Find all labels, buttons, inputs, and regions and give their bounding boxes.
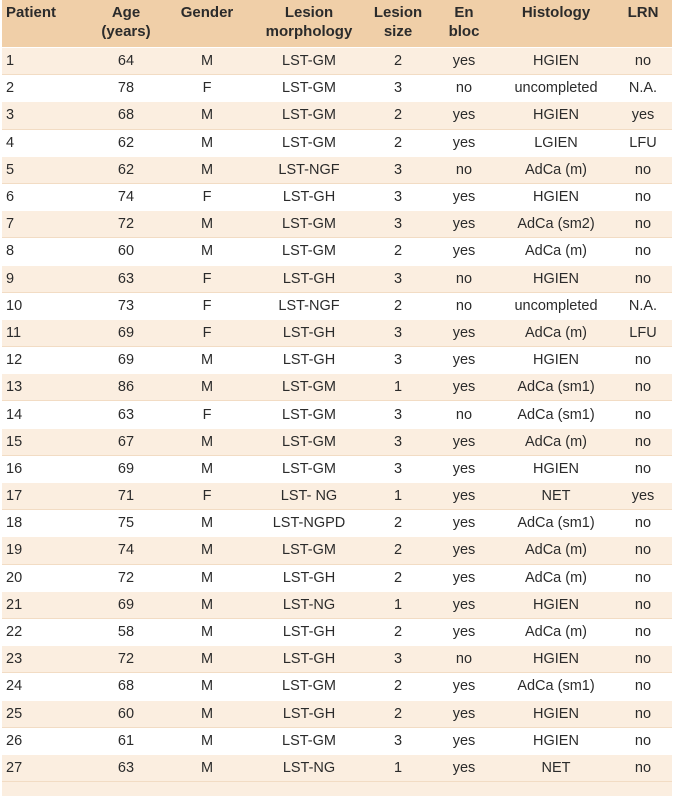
cell-lesion-morphology: LST-GM — [252, 374, 366, 401]
cell-en-bloc: yes — [430, 564, 498, 591]
cell-lesion-size: 2 — [366, 618, 430, 645]
table-row — [2, 401, 672, 428]
table-row — [2, 646, 672, 673]
table-row — [2, 727, 672, 754]
cell-patient: 8 — [2, 238, 90, 265]
cell-gender: M — [162, 129, 252, 156]
cell-age: 69 — [90, 455, 162, 482]
cell-lrn: no — [614, 347, 672, 374]
column-header-line2: (years) — [101, 23, 151, 40]
table-row — [2, 347, 672, 374]
cell-age: 69 — [90, 591, 162, 618]
cell-patient: 1 — [2, 48, 90, 75]
cell-lrn: no — [614, 455, 672, 482]
cell-lesion-size: 2 — [366, 238, 430, 265]
cell-lesion-morphology: LST-GH — [252, 319, 366, 346]
cell-age: 64 — [90, 48, 162, 75]
cell-lrn: no — [614, 428, 672, 455]
cell-histology: HGIEN — [498, 102, 614, 129]
cell-patient: 4 — [2, 129, 90, 156]
cell-gender: M — [162, 510, 252, 537]
cell-lesion-size: 3 — [366, 211, 430, 238]
cell-en-bloc: yes — [430, 319, 498, 346]
cell-patient: 2 — [2, 75, 90, 102]
cell-histology: AdCa (m) — [498, 537, 614, 564]
table-row — [2, 754, 672, 781]
cell-histology: AdCa (m) — [498, 564, 614, 591]
cell-histology: AdCa (m) — [498, 238, 614, 265]
cell-histology: AdCa (m) — [498, 156, 614, 183]
cell-lesion-size: 2 — [366, 48, 430, 75]
cell-lrn: no — [614, 211, 672, 238]
cell-gender: M — [162, 211, 252, 238]
cell-histology: NET — [498, 754, 614, 781]
column-header-line2: morphology — [265, 23, 353, 40]
table-footer-band — [2, 782, 672, 797]
cell-histology: AdCa (sm1) — [498, 510, 614, 537]
table-row — [2, 374, 672, 401]
cell-en-bloc: yes — [430, 754, 498, 781]
cell-gender: F — [162, 401, 252, 428]
cell-age: 72 — [90, 564, 162, 591]
cell-lesion-size: 2 — [366, 537, 430, 564]
cell-lrn: no — [614, 673, 672, 700]
cell-patient: 16 — [2, 455, 90, 482]
cell-lrn: no — [614, 754, 672, 781]
cell-lrn: LFU — [614, 129, 672, 156]
cell-lesion-size: 1 — [366, 483, 430, 510]
cell-lesion-size: 3 — [366, 183, 430, 210]
cell-gender: F — [162, 265, 252, 292]
cell-en-bloc: yes — [430, 483, 498, 510]
cell-patient: 11 — [2, 319, 90, 346]
cell-lesion-size: 3 — [366, 727, 430, 754]
patient-table — [2, 0, 672, 796]
cell-lesion-morphology: LST-GM — [252, 75, 366, 102]
table-row — [2, 211, 672, 238]
cell-lesion-morphology: LST-NG — [252, 754, 366, 781]
cell-patient: 3 — [2, 102, 90, 129]
cell-histology: AdCa (m) — [498, 319, 614, 346]
cell-lrn: N.A. — [614, 292, 672, 319]
cell-histology: uncompleted — [498, 75, 614, 102]
cell-en-bloc: yes — [430, 700, 498, 727]
cell-gender: M — [162, 537, 252, 564]
cell-gender: M — [162, 700, 252, 727]
cell-lesion-morphology: LST-GM — [252, 455, 366, 482]
cell-patient: 12 — [2, 347, 90, 374]
cell-lrn: no — [614, 265, 672, 292]
cell-patient: 5 — [2, 156, 90, 183]
cell-en-bloc: no — [430, 156, 498, 183]
cell-age: 73 — [90, 292, 162, 319]
cell-lesion-morphology: LST-GM — [252, 48, 366, 75]
cell-gender: M — [162, 455, 252, 482]
column-header-histology — [498, 0, 614, 48]
cell-age: 58 — [90, 618, 162, 645]
cell-patient: 23 — [2, 646, 90, 673]
column-header-line1: Histology — [521, 4, 591, 21]
cell-age: 75 — [90, 510, 162, 537]
table-row — [2, 537, 672, 564]
cell-patient: 26 — [2, 727, 90, 754]
header-row — [2, 0, 672, 48]
table-row — [2, 455, 672, 482]
table-row — [2, 428, 672, 455]
table-row — [2, 292, 672, 319]
cell-patient: 7 — [2, 211, 90, 238]
cell-gender: F — [162, 319, 252, 346]
cell-lrn: no — [614, 591, 672, 618]
cell-gender: M — [162, 754, 252, 781]
table-row — [2, 75, 672, 102]
table-row — [2, 510, 672, 537]
table-row — [2, 183, 672, 210]
table-row — [2, 319, 672, 346]
cell-age: 68 — [90, 102, 162, 129]
cell-lrn: yes — [614, 483, 672, 510]
cell-lesion-size: 3 — [366, 455, 430, 482]
cell-lesion-morphology: LST-GM — [252, 727, 366, 754]
cell-lesion-morphology: LST-GM — [252, 129, 366, 156]
cell-lesion-morphology: LST-GH — [252, 183, 366, 210]
cell-en-bloc: yes — [430, 48, 498, 75]
cell-age: 60 — [90, 238, 162, 265]
cell-patient: 20 — [2, 564, 90, 591]
column-header-lrn — [614, 0, 672, 48]
cell-lrn: no — [614, 564, 672, 591]
cell-patient: 22 — [2, 618, 90, 645]
cell-gender: M — [162, 374, 252, 401]
cell-age: 69 — [90, 319, 162, 346]
cell-age: 71 — [90, 483, 162, 510]
table-header — [2, 0, 672, 48]
column-header-line1: Age — [111, 4, 141, 21]
cell-lesion-morphology: LST-NGF — [252, 292, 366, 319]
cell-en-bloc: yes — [430, 129, 498, 156]
cell-histology: HGIEN — [498, 700, 614, 727]
table-row — [2, 673, 672, 700]
table-row — [2, 700, 672, 727]
table-body — [2, 48, 672, 797]
cell-lrn: no — [614, 183, 672, 210]
table-row — [2, 265, 672, 292]
cell-lrn: no — [614, 646, 672, 673]
cell-lesion-morphology: LST- NG — [252, 483, 366, 510]
cell-lesion-size: 1 — [366, 591, 430, 618]
cell-lesion-size: 2 — [366, 292, 430, 319]
cell-lrn: no — [614, 156, 672, 183]
column-header-line1: Gender — [180, 4, 234, 21]
cell-lrn: LFU — [614, 319, 672, 346]
column-header-line2: size — [383, 23, 413, 40]
column-header-line1: LRN — [627, 4, 659, 21]
column-header-patient — [2, 0, 90, 48]
cell-patient: 21 — [2, 591, 90, 618]
cell-lesion-size: 3 — [366, 156, 430, 183]
cell-lesion-morphology: LST-NGF — [252, 156, 366, 183]
cell-lesion-morphology: LST-GM — [252, 211, 366, 238]
cell-lesion-size: 3 — [366, 347, 430, 374]
cell-lesion-morphology: LST-NG — [252, 591, 366, 618]
cell-lesion-size: 2 — [366, 700, 430, 727]
cell-lesion-size: 3 — [366, 319, 430, 346]
cell-lesion-morphology: LST-GM — [252, 401, 366, 428]
cell-age: 67 — [90, 428, 162, 455]
cell-histology: AdCa (sm1) — [498, 673, 614, 700]
cell-patient: 27 — [2, 754, 90, 781]
table-row — [2, 156, 672, 183]
cell-age: 62 — [90, 156, 162, 183]
cell-histology: HGIEN — [498, 727, 614, 754]
cell-lesion-morphology: LST-NGPD — [252, 510, 366, 537]
cell-lesion-size: 3 — [366, 265, 430, 292]
cell-patient: 15 — [2, 428, 90, 455]
cell-lrn: yes — [614, 102, 672, 129]
cell-lrn: no — [614, 537, 672, 564]
cell-en-bloc: yes — [430, 727, 498, 754]
table-row — [2, 618, 672, 645]
cell-age: 72 — [90, 211, 162, 238]
cell-age: 60 — [90, 700, 162, 727]
cell-gender: M — [162, 727, 252, 754]
cell-histology: HGIEN — [498, 646, 614, 673]
cell-lrn: no — [614, 48, 672, 75]
cell-lesion-morphology: LST-GM — [252, 428, 366, 455]
cell-gender: F — [162, 183, 252, 210]
cell-gender: M — [162, 48, 252, 75]
cell-lrn: no — [614, 374, 672, 401]
cell-lesion-size: 2 — [366, 102, 430, 129]
cell-patient: 25 — [2, 700, 90, 727]
cell-histology: HGIEN — [498, 183, 614, 210]
cell-age: 63 — [90, 265, 162, 292]
column-header-en-bloc — [430, 0, 498, 48]
cell-en-bloc: yes — [430, 618, 498, 645]
cell-gender: M — [162, 564, 252, 591]
cell-lrn: N.A. — [614, 75, 672, 102]
cell-lesion-size: 1 — [366, 374, 430, 401]
cell-lrn: no — [614, 727, 672, 754]
cell-gender: M — [162, 428, 252, 455]
cell-lesion-morphology: LST-GH — [252, 700, 366, 727]
cell-histology: HGIEN — [498, 347, 614, 374]
cell-en-bloc: yes — [430, 374, 498, 401]
cell-age: 78 — [90, 75, 162, 102]
cell-patient: 17 — [2, 483, 90, 510]
cell-en-bloc: no — [430, 401, 498, 428]
cell-lesion-morphology: LST-GH — [252, 564, 366, 591]
cell-lesion-size: 1 — [366, 754, 430, 781]
cell-gender: M — [162, 591, 252, 618]
cell-lesion-morphology: LST-GM — [252, 238, 366, 265]
column-header-lesion-morphology — [252, 0, 366, 48]
cell-en-bloc: yes — [430, 673, 498, 700]
cell-lesion-size: 3 — [366, 75, 430, 102]
cell-histology: AdCa (m) — [498, 618, 614, 645]
cell-en-bloc: yes — [430, 211, 498, 238]
cell-lesion-morphology: LST-GM — [252, 102, 366, 129]
cell-age: 86 — [90, 374, 162, 401]
cell-patient: 10 — [2, 292, 90, 319]
table-row — [2, 48, 672, 75]
cell-gender: M — [162, 347, 252, 374]
cell-histology: NET — [498, 483, 614, 510]
cell-histology: AdCa (sm1) — [498, 374, 614, 401]
cell-age: 74 — [90, 537, 162, 564]
column-header-line2: bloc — [448, 23, 480, 40]
cell-en-bloc: yes — [430, 510, 498, 537]
table-row — [2, 483, 672, 510]
cell-patient: 13 — [2, 374, 90, 401]
cell-age: 74 — [90, 183, 162, 210]
cell-gender: F — [162, 292, 252, 319]
column-header-lesion-size — [366, 0, 430, 48]
cell-patient: 6 — [2, 183, 90, 210]
column-header-line1: Patient — [6, 4, 57, 21]
cell-age: 72 — [90, 646, 162, 673]
cell-lesion-morphology: LST-GH — [252, 618, 366, 645]
cell-histology: HGIEN — [498, 591, 614, 618]
cell-lrn: no — [614, 401, 672, 428]
table-row — [2, 129, 672, 156]
cell-histology: AdCa (sm1) — [498, 401, 614, 428]
cell-histology: uncompleted — [498, 292, 614, 319]
cell-age: 62 — [90, 129, 162, 156]
table-row — [2, 564, 672, 591]
cell-patient: 24 — [2, 673, 90, 700]
cell-histology: AdCa (sm2) — [498, 211, 614, 238]
cell-lesion-morphology: LST-GM — [252, 537, 366, 564]
column-header-age — [90, 0, 162, 48]
cell-gender: M — [162, 673, 252, 700]
cell-lesion-morphology: LST-GM — [252, 673, 366, 700]
cell-en-bloc: yes — [430, 537, 498, 564]
cell-lesion-size: 3 — [366, 428, 430, 455]
column-header-line1: Lesion — [373, 4, 423, 21]
cell-en-bloc: yes — [430, 238, 498, 265]
table-row — [2, 102, 672, 129]
cell-lesion-size: 2 — [366, 510, 430, 537]
cell-en-bloc: yes — [430, 591, 498, 618]
cell-lrn: no — [614, 700, 672, 727]
cell-lesion-size: 3 — [366, 401, 430, 428]
cell-en-bloc: yes — [430, 455, 498, 482]
cell-en-bloc: no — [430, 646, 498, 673]
cell-histology: LGIEN — [498, 129, 614, 156]
cell-patient: 18 — [2, 510, 90, 537]
cell-patient: 9 — [2, 265, 90, 292]
cell-lesion-morphology: LST-GH — [252, 347, 366, 374]
column-header-line1: Lesion — [284, 4, 334, 21]
cell-en-bloc: yes — [430, 183, 498, 210]
cell-lesion-size: 2 — [366, 129, 430, 156]
cell-en-bloc: no — [430, 292, 498, 319]
cell-patient: 14 — [2, 401, 90, 428]
cell-histology: AdCa (m) — [498, 428, 614, 455]
cell-gender: M — [162, 102, 252, 129]
cell-lesion-size: 2 — [366, 564, 430, 591]
cell-gender: F — [162, 483, 252, 510]
cell-gender: F — [162, 75, 252, 102]
cell-histology: HGIEN — [498, 265, 614, 292]
cell-age: 63 — [90, 754, 162, 781]
cell-histology: HGIEN — [498, 48, 614, 75]
cell-en-bloc: no — [430, 75, 498, 102]
cell-lesion-morphology: LST-GH — [252, 265, 366, 292]
cell-en-bloc: no — [430, 265, 498, 292]
cell-lesion-morphology: LST-GH — [252, 646, 366, 673]
table-row — [2, 591, 672, 618]
column-header-gender — [162, 0, 252, 48]
cell-lrn: no — [614, 238, 672, 265]
cell-en-bloc: yes — [430, 347, 498, 374]
cell-lesion-size: 2 — [366, 673, 430, 700]
cell-patient: 19 — [2, 537, 90, 564]
cell-age: 63 — [90, 401, 162, 428]
cell-gender: M — [162, 156, 252, 183]
cell-age: 61 — [90, 727, 162, 754]
cell-en-bloc: yes — [430, 428, 498, 455]
cell-lrn: no — [614, 618, 672, 645]
table-row — [2, 238, 672, 265]
cell-lesion-size: 3 — [366, 646, 430, 673]
cell-gender: M — [162, 646, 252, 673]
column-header-line1: En — [454, 4, 474, 21]
cell-age: 69 — [90, 347, 162, 374]
cell-en-bloc: yes — [430, 102, 498, 129]
cell-lrn: no — [614, 510, 672, 537]
cell-gender: M — [162, 238, 252, 265]
cell-histology: HGIEN — [498, 455, 614, 482]
cell-gender: M — [162, 618, 252, 645]
cell-age: 68 — [90, 673, 162, 700]
